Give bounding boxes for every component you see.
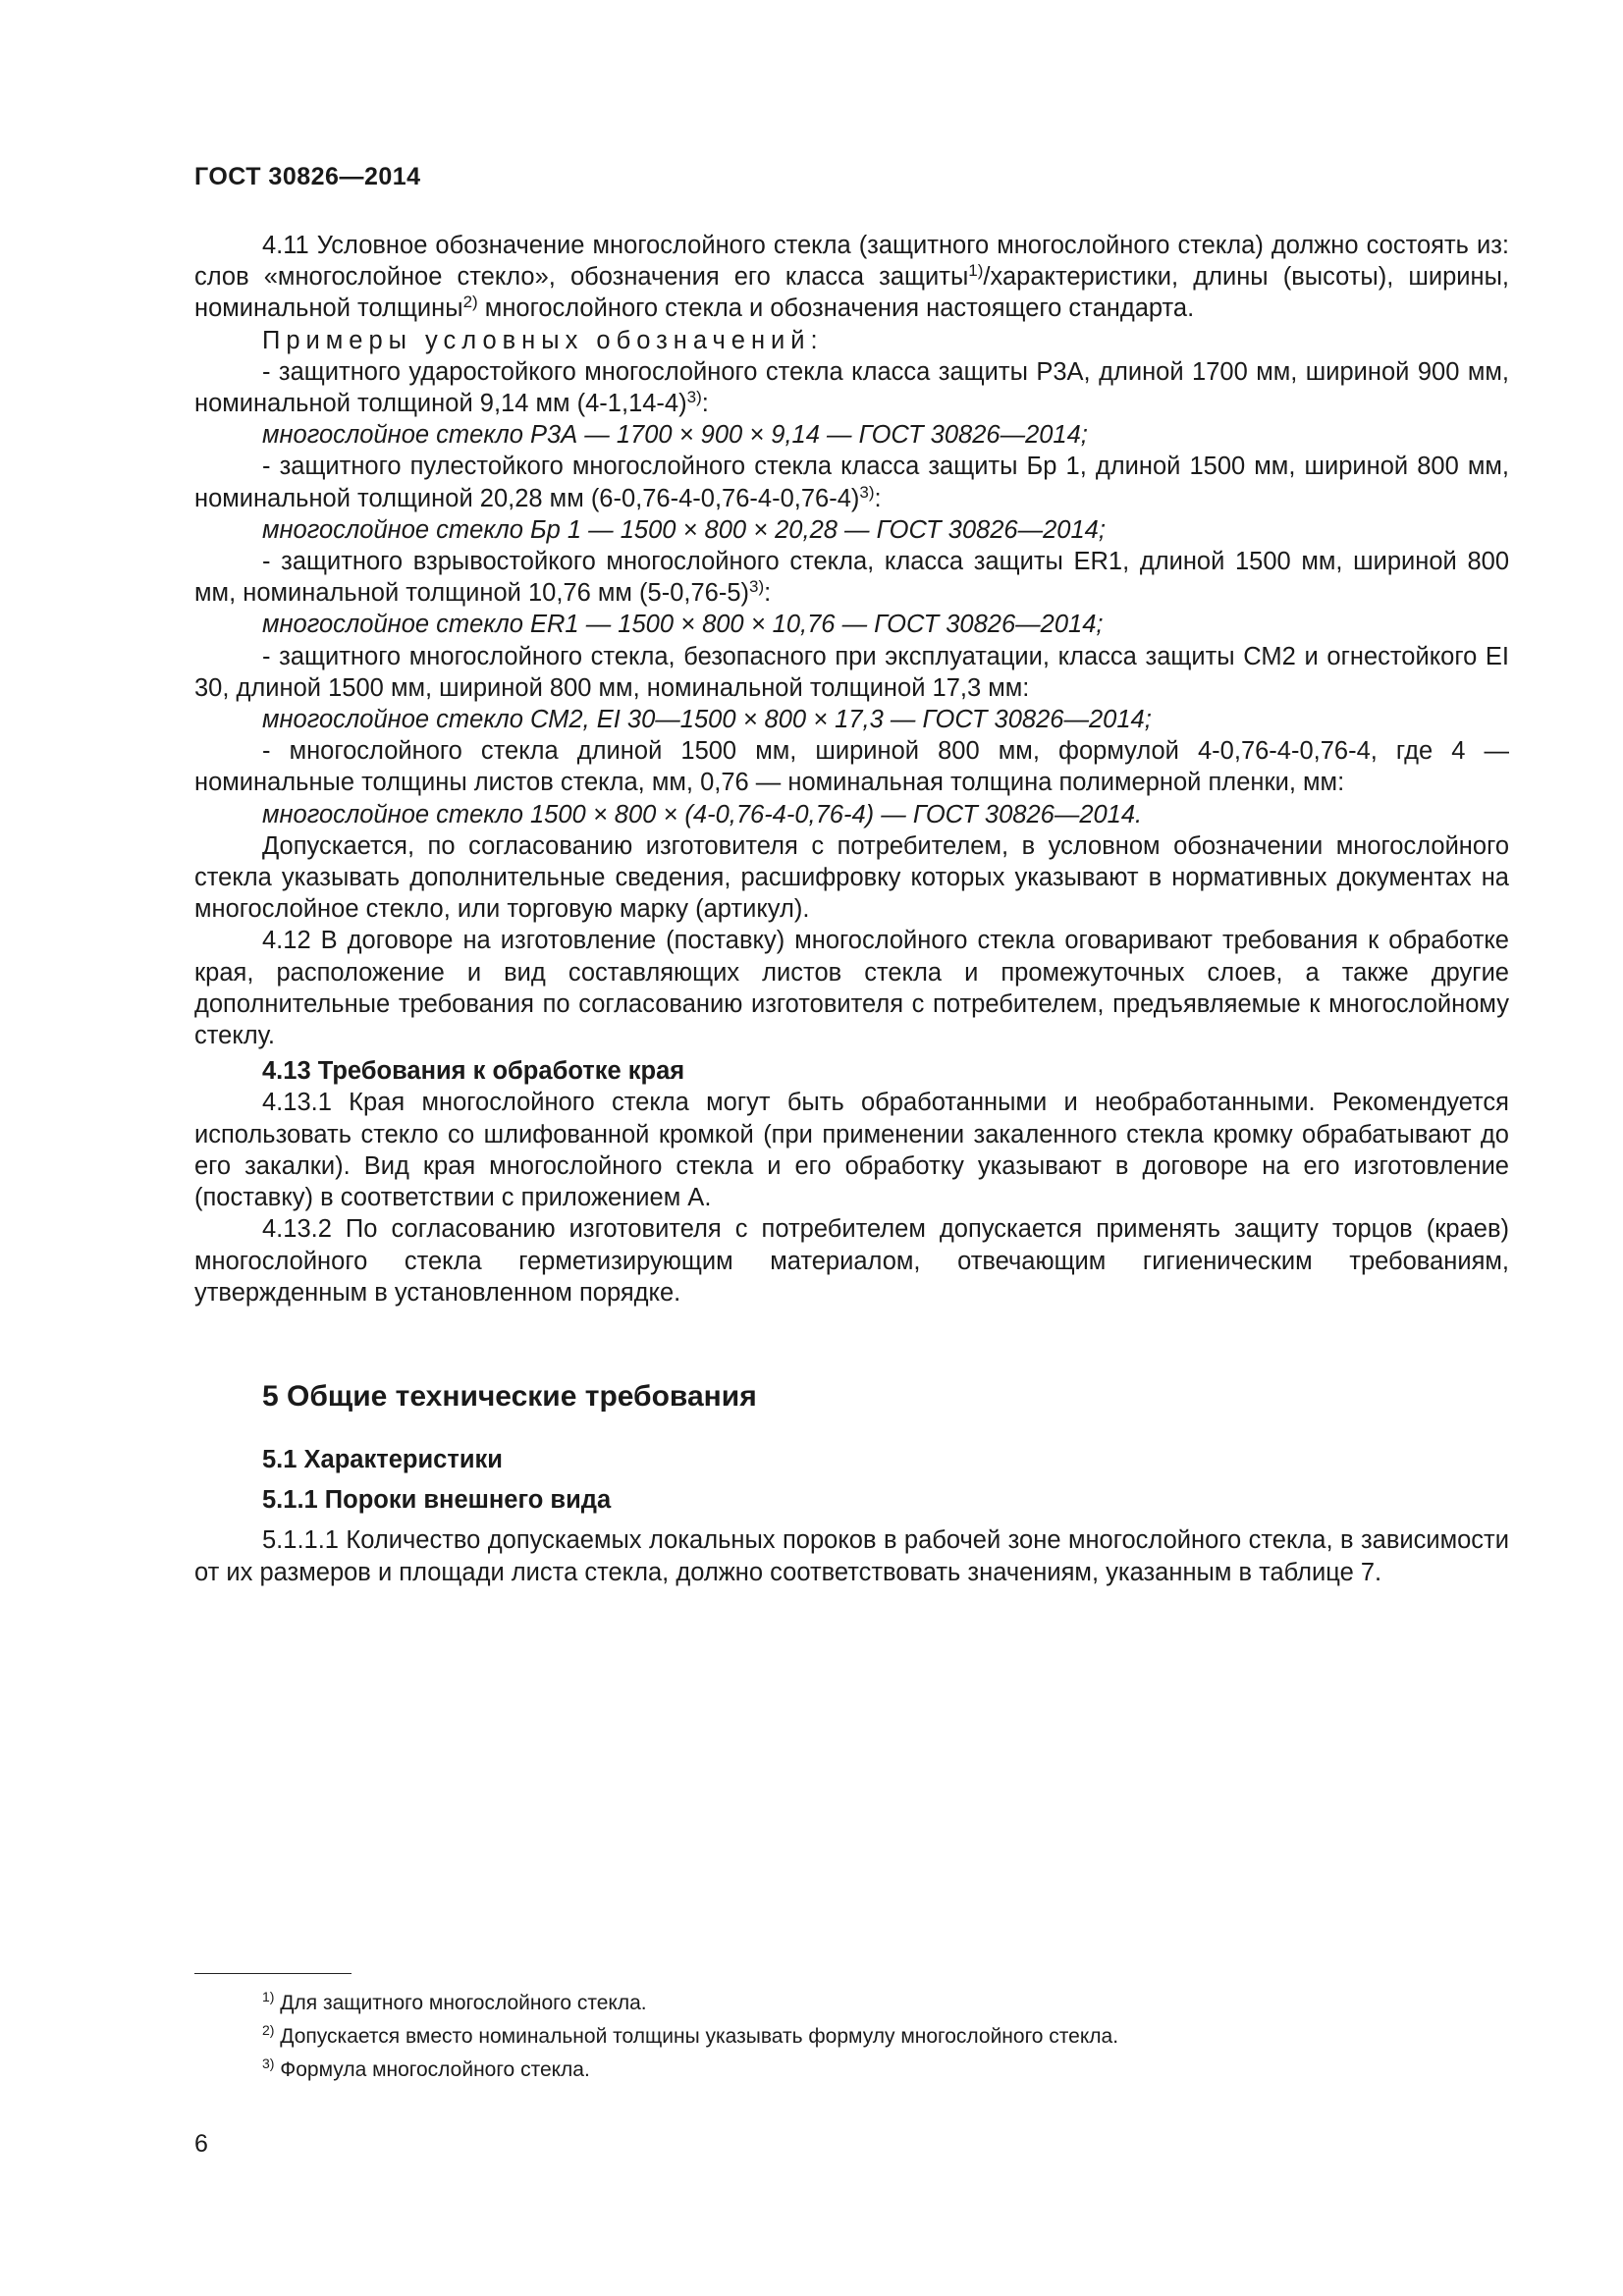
example-4-description: - защитного многослойного стекла, безопасного при эксплуатации, класса защиты СМ2 и огнестойкого EI 30, длиной 1500 мм, шириной 800 мм, номинальной толщиной 17,3 мм: xyxy=(194,642,1509,702)
footnote-ref-1: 1) xyxy=(968,261,984,281)
example-5-designation: многослойное стекло 1500 × 800 × (4-0,76-4-0,76-4) — ГОСТ 30826—2014. xyxy=(262,800,1143,828)
footnote-mark: 3) xyxy=(262,2056,275,2071)
example-2-text: - защитного пулестойкого многослойного стекла класса защиты Бр 1, длиной 1500 мм, шириной 800 мм, номинальной толщиной 20,28 мм (6-0,76-4-0,76-4-0,76-4) xyxy=(194,453,1509,512)
example-3-description xyxy=(194,546,1509,609)
footnote-1 xyxy=(262,1987,1118,2020)
footnote-ref-2: 2) xyxy=(462,293,478,312)
page-number: 6 xyxy=(194,2130,208,2158)
paragraph-4-11-text: 4.11 Условное обозначение многослойного стекла (защитного многослойного стекла) должно состоять из: слов «многослойное стекло», обозначения его класса защиты xyxy=(194,232,1509,292)
paragraph-4-12: 4.12 В договоре на изготовление (поставку) многослойного стекла оговаривают требования к обработке края, расположение и вид составляющих листов стекла и промежуточных слоев, а также другие дополнительные требования по согласованию изготовителя с потребителем, предъявляемые к многослойному стеклу. xyxy=(194,927,1509,1050)
footnote-3 xyxy=(262,2054,1118,2087)
document-header: ГОСТ 30826—2014 xyxy=(194,163,421,190)
example-2-description xyxy=(194,451,1509,513)
paragraph-4-11-text-cont: /характеристики, длины (высоты), ширины, номинальной толщины xyxy=(194,263,1510,323)
paragraph-4-11-text-end: многослойного стекла и обозначения настоящего стандарта. xyxy=(477,294,1195,323)
example-3-text: - защитного взрывостойкого многослойного стекла, класса защиты ER1, длиной 1500 мм, шириной 800 мм, номинальной толщиной 10,76 мм (5-0,76-5) xyxy=(194,548,1509,608)
section-4-13-title: 4.13 Требования к обработке края xyxy=(262,1057,685,1086)
footnote-mark: 1) xyxy=(262,1989,275,2004)
example-2-colon: : xyxy=(874,484,882,512)
section-5-title: 5 Общие технические требования xyxy=(262,1379,757,1413)
paragraph-4-13-2: 4.13.2 По согласованию изготовителя с потребителем допускается применять защиту торцов (краев) многослойного стекла герметизирующим материалом, отвечающим гигиеническим требованиям, утвержденным в установленном порядке. xyxy=(194,1215,1509,1307)
section-5-1-1-title: 5.1.1 Пороки внешнего вида xyxy=(262,1486,612,1515)
example-1-colon: : xyxy=(701,390,709,418)
example-4-designation: многослойное стекло СМ2, EI 30—1500 × 800 × 17,3 — ГОСТ 30826—2014; xyxy=(262,706,1152,734)
examples-heading: Примеры условных обозначений: xyxy=(262,326,824,354)
footnote-divider xyxy=(194,1973,352,1974)
paragraph-5-1-1-1: 5.1.1.1 Количество допускаемых локальных пороков в рабочей зоне многослойного стекла, в зависимости от их размеров и площади листа стекла, должно соответствовать значениям, указанным в таблице 7. xyxy=(194,1526,1509,1586)
footnotes xyxy=(262,1987,1118,2087)
footnote-2 xyxy=(262,2020,1118,2054)
footnote-ref-3: 3) xyxy=(859,482,875,502)
example-1-description xyxy=(194,356,1509,419)
section-5-1-title: 5.1 Характеристики xyxy=(262,1445,503,1473)
document-body xyxy=(194,230,1509,1588)
footnote-text: Формула многослойного стекла. xyxy=(274,2058,590,2081)
footnote-text: Допускается вместо номинальной толщины указывать формулу многослойного стекла. xyxy=(274,2025,1119,2048)
footnote-mark: 2) xyxy=(262,2022,275,2038)
footnote-ref-3: 3) xyxy=(686,388,702,407)
example-1-designation: многослойное стекло Р3А — 1700 × 900 × 9,14 — ГОСТ 30826—2014; xyxy=(262,421,1088,450)
designation-allowance: Допускается, по согласованию изготовителя с потребителем, в условном обозначении многослойного стекла указывать дополнительные сведения, расшифровку которых указывают в нормативных документах на многослойное стекло, или торговую марку (артикул). xyxy=(194,831,1509,924)
example-3-designation: многослойное стекло ER1 — 1500 × 800 × 10,76 — ГОСТ 30826—2014; xyxy=(262,611,1104,639)
example-1-text: - защитного ударостойкого многослойного стекла класса защиты Р3А, длиной 1700 мм, шириной 900 мм, номинальной толщиной 9,14 мм (4-1,14-4) xyxy=(194,357,1509,418)
footnote-ref-3: 3) xyxy=(749,577,765,597)
example-5-description: - многослойного стекла длиной 1500 мм, шириной 800 мм, формулой 4-0,76-4-0,76-4, где 4 — номинальные толщины листов стекла, мм, 0,76 — номинальная толщина полимерной пленки, мм: xyxy=(194,737,1509,797)
footnote-text: Для защитного многослойного стекла. xyxy=(274,1992,647,2014)
example-3-colon: : xyxy=(764,579,772,608)
example-2-designation: многослойное стекло Бр 1 — 1500 × 800 × 20,28 — ГОСТ 30826—2014; xyxy=(262,515,1106,544)
paragraph-4-11 xyxy=(194,230,1509,325)
paragraph-4-13-1: 4.13.1 Края многослойного стекла могут быть обработанными и необработанными. Рекомендуется использовать стекло со шлифованной кромкой (при применении закаленного стекла кромку обрабатывают до его закалки). Вид края многослойного стекла и его обработку указывают в договоре на его изготовление (поставку) в соответствии с приложением А. xyxy=(194,1089,1509,1212)
